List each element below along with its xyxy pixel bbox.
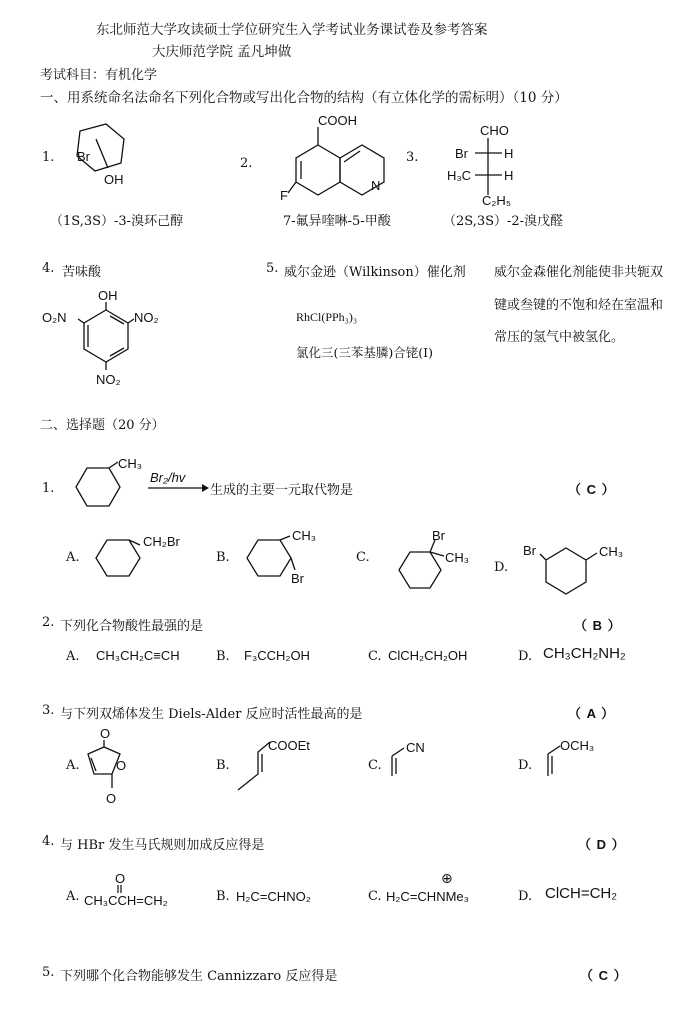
q4-oh-label: OH [98, 288, 118, 303]
mc1-option-c-letter: C. [356, 550, 370, 565]
q5-note-line2: 键或叁键的不饱和烃在室温和 [494, 298, 664, 313]
q5-chinese-name: 氯化三(三苯基膦)合铑(I) [296, 345, 433, 360]
q5-formula: RhCl(PPh₃)₃ [296, 310, 358, 324]
mc1-d-label-ch3: CH₃ [599, 544, 624, 559]
mc2-option-a-formula: CH₃CH₂C≡CH [96, 648, 180, 663]
mc1-reagent: Br₂/hv [150, 470, 186, 485]
q5-number: 5. [266, 261, 279, 276]
mc2-option-b-letter: B. [216, 649, 230, 664]
q4-number: 4. [42, 261, 55, 276]
mc1-text: 生成的主要一元取代物是 [210, 483, 354, 498]
q1-br-label: Br [77, 149, 90, 164]
q1-oh-label: OH [104, 172, 124, 187]
mc1-b-label-br: Br [291, 571, 304, 586]
q3-h2-label: H [504, 168, 514, 183]
author-line: 大庆师范学院 孟凡坤做 [152, 44, 292, 60]
mc4-number: 4. [42, 834, 55, 849]
q3-c2h5-label: C₂H₅ [482, 193, 512, 208]
q3-h3c-label: H₃C [447, 168, 472, 183]
mc2-option-c-letter: C. [368, 649, 382, 664]
q5-note-line3: 常压的氢气中被氢化。 [494, 330, 625, 345]
mc2-option-b-formula: F₃CCH₂OH [244, 648, 310, 663]
mc3-number: 3. [42, 703, 55, 718]
mc1-option-b-letter: B. [216, 550, 230, 565]
q4-no2-bottom-label: NO₂ [96, 372, 121, 387]
q2-f-label: F [280, 188, 288, 203]
q2-n-label: N [371, 178, 381, 193]
mc3-b-label: COOEt [268, 738, 310, 753]
q2-answer: 7-氟异喹啉-5-甲酸 [283, 214, 391, 229]
mc3-option-a-letter: A. [66, 758, 80, 773]
mc4-option-a-formula: CH₃CCH=CH₂ [84, 893, 168, 908]
mc3-a-label-o-top: O [100, 726, 111, 741]
q3-number: 3. [406, 150, 419, 165]
mc4-option-a-letter: A. [66, 889, 80, 904]
q4-no2-right-label: NO₂ [134, 310, 159, 325]
section2-heading: 二、选择题（20 分） [40, 418, 165, 433]
mc2-number: 2. [42, 615, 55, 630]
mc1-answer: （ C ） [568, 482, 616, 497]
mc2-answer: （ B ） [574, 618, 622, 633]
exam-subject: 考试科目：有机化学 [40, 68, 158, 83]
mc2-option-d-letter: D. [518, 649, 533, 664]
mc1-a-label: CH₂Br [143, 534, 180, 549]
q2-number: 2. [240, 156, 253, 171]
mc1-option-a-letter: A. [66, 550, 80, 565]
mc1-d-label-br: Br [523, 543, 536, 558]
mc5-number: 5. [42, 965, 55, 980]
mc3-option-c-letter: C. [368, 758, 382, 773]
mc1-c-label-ch3: CH₃ [445, 550, 470, 565]
q3-answer: （2S,3S）-2-溴戊醛 [443, 214, 564, 229]
mc4-option-c-letter: C. [368, 889, 382, 904]
q1-answer: （1S,3S）-3-溴环己醇 [50, 214, 184, 229]
q3-br-label: Br [455, 146, 468, 161]
section1-heading: 一、用系统命名法命名下列化合物或写出化合物的结构（有立体化学的需标明）（10 分） [40, 90, 568, 106]
mc2-text: 下列化合物酸性最强的是 [60, 619, 204, 634]
mc2-option-c-formula: ClCH₂CH₂OH [388, 648, 468, 663]
mc3-d-label: OCH₃ [560, 738, 595, 753]
mc2-option-a-letter: A. [66, 649, 80, 664]
q3-h1-label: H [504, 146, 514, 161]
mc4-option-b-letter: B. [216, 889, 230, 904]
mc4-answer: （ D ） [578, 837, 626, 852]
mc3-a-label-o-ring: O [116, 758, 127, 773]
mc5-text: 下列哪个化合物能够发生 Cannizzaro 反应得是 [60, 969, 338, 984]
mc4-option-c-formula: H₂C=CHNMe₃ [386, 889, 469, 904]
document-title: 东北师范大学攻读硕士学位研究生入学考试业务课试卷及参考答案 [96, 22, 488, 38]
mc5-answer: （ C ） [580, 968, 628, 983]
mc4-option-d-formula: ClCH=CH₂ [545, 885, 618, 902]
mc1-substrate-label: CH₃ [118, 456, 143, 471]
mc3-option-d-letter: D. [518, 758, 533, 773]
mc1-option-d-letter: D. [494, 560, 509, 575]
mc2-option-d-formula: CH₃CH₂NH₂ [543, 645, 626, 662]
mc4-option-d-letter: D. [518, 889, 533, 904]
q1-number: 1. [42, 150, 55, 165]
mc3-a-label-o-bottom: O [106, 791, 117, 806]
mc4-option-b-formula: H₂C=CHNO₂ [236, 889, 311, 904]
q3-cho-label: CHO [480, 123, 509, 138]
q5-name: 威尔金逊（Wilkinson）催化剂 [284, 265, 466, 280]
mc1-c-label-br: Br [432, 528, 445, 543]
mc4-option-c-charge: ⊕ [441, 870, 453, 886]
mc4-text: 与 HBr 发生马氏规则加成反应得是 [60, 838, 265, 853]
q4-o2n-label: O₂N [42, 310, 67, 325]
mc3-answer: （ A ） [568, 706, 616, 721]
mc4-option-a-oxygen: O [115, 871, 126, 886]
q2-cooh-label: COOH [318, 113, 357, 128]
mc3-option-b-letter: B. [216, 758, 230, 773]
q4-name: 苦味酸 [62, 265, 102, 280]
q5-note-line1: 威尔金森催化剂能使非共轭双 [494, 265, 664, 280]
mc1-number: 1. [42, 481, 55, 496]
mc1-b-label-ch3: CH₃ [292, 528, 317, 543]
mc3-text: 与下列双烯体发生 Diels-Alder 反应时活性最高的是 [60, 707, 363, 722]
mc3-c-label: CN [406, 740, 425, 755]
